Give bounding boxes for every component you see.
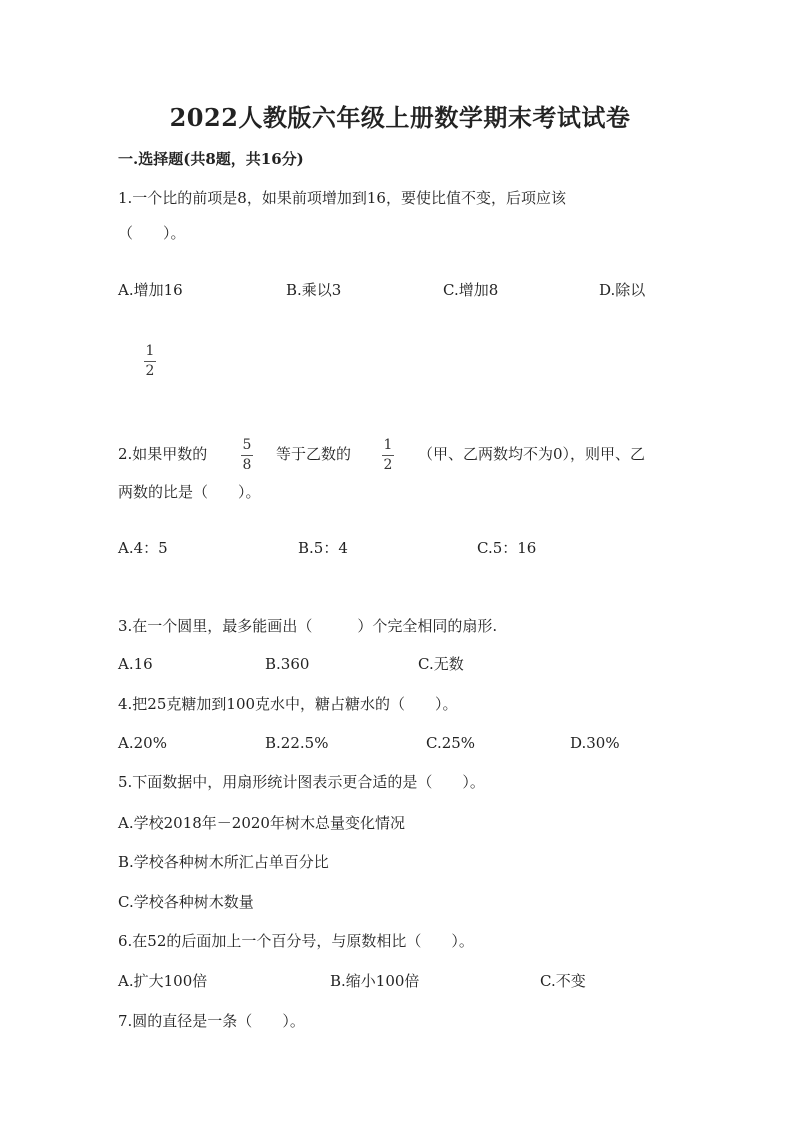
q1-option-d: D.除以: [599, 281, 646, 299]
q2-fraction-jia: [241, 438, 253, 473]
q7-stem: 7.圆的直径是一条（ ）。: [118, 1012, 305, 1030]
q2-option-b: B.5：4: [298, 539, 348, 557]
q3-stem: 3.在一个圆里，最多能画出（ ）个完全相同的扇形.: [118, 617, 498, 635]
q3-option-c: C.无数: [418, 655, 464, 673]
q2-stem-part3: （甲、乙两数均不为0），则甲、乙: [418, 445, 646, 463]
q2-option-c: C.5：16: [477, 539, 537, 557]
q1-option-b: B.乘以3: [286, 281, 342, 299]
q1-stem-line2: （ ）。: [118, 224, 186, 242]
fraction-numerator: 1: [145, 343, 155, 359]
fraction-denominator: 2: [383, 457, 393, 473]
section-heading: 一.选择题(共8题，共16分): [118, 150, 304, 168]
fraction-numerator: 5: [242, 437, 252, 453]
q1-option-c: C.增加8: [443, 281, 499, 299]
q4-option-c: C.25%: [426, 734, 476, 752]
q1-stem-line1: 1.一个比的前项是8，如果前项增加到16，要使比值不变，后项应该: [118, 189, 566, 207]
q2-stem-line2: 两数的比是（ ）。: [118, 483, 261, 501]
q2-stem-part2: 等于乙数的: [276, 445, 352, 463]
q6-option-c: C.不变: [540, 972, 586, 990]
q3-option-b: B.360: [265, 655, 310, 673]
q4-option-d: D.30%: [570, 734, 620, 752]
fraction-bar: [382, 455, 394, 456]
q5-option-b: B.学校各种树木所汇占单百分比: [118, 853, 329, 871]
q6-option-b: B.缩小100倍: [330, 972, 420, 990]
q1-option-d-fraction: [144, 344, 156, 379]
q6-stem: 6.在52的后面加上一个百分号，与原数相比（ ）。: [118, 932, 474, 950]
page-title: 2022人教版六年级上册数学期末考试试卷: [169, 103, 631, 132]
q1-option-a: A.增加16: [118, 281, 183, 299]
q4-option-b: B.22.5%: [265, 734, 329, 752]
q4-option-a: A.20%: [118, 734, 167, 752]
fraction-denominator: 2: [145, 363, 155, 379]
fraction-denominator: 8: [242, 457, 252, 473]
fraction-bar: [241, 455, 253, 456]
fraction-numerator: 1: [383, 437, 393, 453]
q2-option-a: A.4：5: [118, 539, 168, 557]
q6-option-a: A.扩大100倍: [118, 972, 208, 990]
q5-stem: 5.下面数据中，用扇形统计图表示更合适的是（ ）。: [118, 773, 485, 791]
q4-stem: 4.把25克糖加到100克水中，糖占糖水的（ ）。: [118, 695, 458, 713]
q3-option-a: A.16: [118, 655, 153, 673]
fraction-bar: [144, 361, 156, 362]
q5-option-c: C.学校各种树木数量: [118, 893, 254, 911]
q5-option-a: A.学校2018年－2020年树木总量变化情况: [118, 814, 405, 832]
q2-stem-part1: 2.如果甲数的: [118, 445, 208, 463]
q2-fraction-yi: [382, 438, 394, 473]
